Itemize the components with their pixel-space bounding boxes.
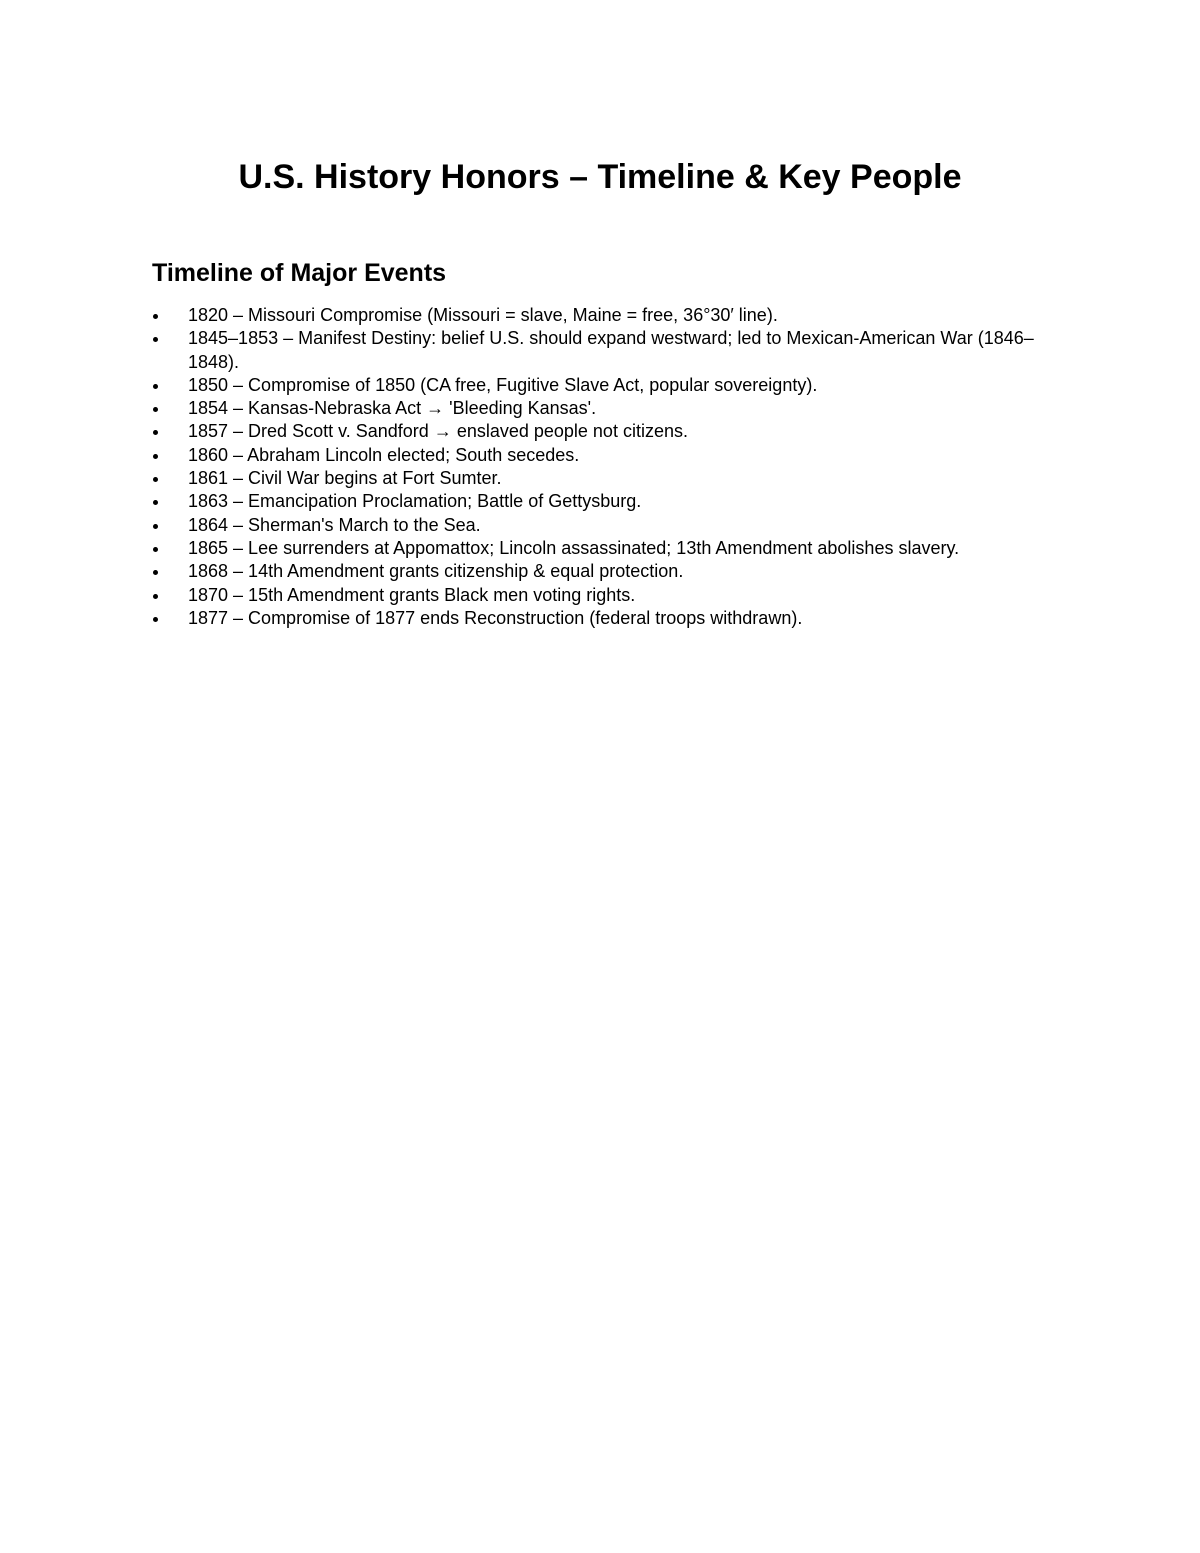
- timeline-item-text: 1854 – Kansas-Nebraska Act → 'Bleeding Kansas'.: [188, 398, 597, 419]
- bullet-icon: [153, 524, 158, 529]
- bullet-icon: [153, 384, 158, 389]
- timeline-item: [152, 374, 1052, 397]
- bullet-icon: [153, 477, 158, 482]
- timeline-item-text: 1850 – Compromise of 1850 (CA free, Fugitive Slave Act, popular sovereignty).: [188, 374, 818, 395]
- bullet-icon: [153, 594, 158, 599]
- timeline-item-text: 1861 – Civil War begins at Fort Sumter.: [188, 468, 502, 489]
- timeline-item-text: 1868 – 14th Amendment grants citizenship & equal protection.: [188, 561, 684, 582]
- timeline-item-text: 1845–1853 – Manifest Destiny: belief U.S. should expand westward; led to Mexican-American War (1846–1848).: [188, 328, 1034, 372]
- timeline-item-text: 1864 – Sherman's March to the Sea.: [188, 514, 481, 535]
- timeline-item: [152, 444, 1052, 467]
- timeline-item-text: 1877 – Compromise of 1877 ends Reconstruction (federal troops withdrawn).: [188, 607, 803, 628]
- timeline-item: [152, 584, 1052, 607]
- timeline-list: [152, 304, 1052, 630]
- timeline-item: [152, 467, 1052, 490]
- timeline-item: [152, 514, 1052, 537]
- timeline-item-text: 1820 – Missouri Compromise (Missouri = slave, Maine = free, 36°30′ line).: [188, 305, 778, 325]
- bullet-icon: [153, 500, 158, 505]
- timeline-item-text: 1863 – Emancipation Proclamation; Battle of Gettysburg.: [188, 491, 642, 512]
- bullet-icon: [153, 617, 158, 622]
- timeline-item: [152, 490, 1052, 513]
- bullet-icon: [153, 454, 158, 459]
- timeline-item: [152, 537, 1052, 560]
- timeline-item: [152, 397, 1052, 420]
- timeline-item-text: 1860 – Abraham Lincoln elected; South secedes.: [188, 444, 580, 465]
- bullet-icon: [153, 547, 158, 552]
- timeline-item-text: 1870 – 15th Amendment grants Black men voting rights.: [188, 584, 636, 605]
- bullet-icon: [153, 570, 158, 575]
- bullet-icon: [153, 337, 158, 342]
- timeline-item: [152, 327, 1052, 374]
- timeline-item: [152, 607, 1052, 630]
- timeline-item-text: 1865 – Lee surrenders at Appomattox; Lincoln assassinated; 13th Amendment abolishes slavery.: [188, 537, 960, 558]
- section-heading-timeline: Timeline of Major Events: [152, 259, 447, 287]
- timeline-item-text: 1857 – Dred Scott v. Sandford → enslaved people not citizens.: [188, 421, 688, 442]
- timeline-item: [152, 304, 1052, 327]
- bullet-icon: [153, 430, 158, 435]
- bullet-icon: [153, 407, 158, 412]
- timeline-item: [152, 560, 1052, 583]
- page-title: U.S. History Honors – Timeline & Key People: [238, 158, 962, 196]
- timeline-item: [152, 420, 1052, 443]
- bullet-icon: [153, 314, 158, 319]
